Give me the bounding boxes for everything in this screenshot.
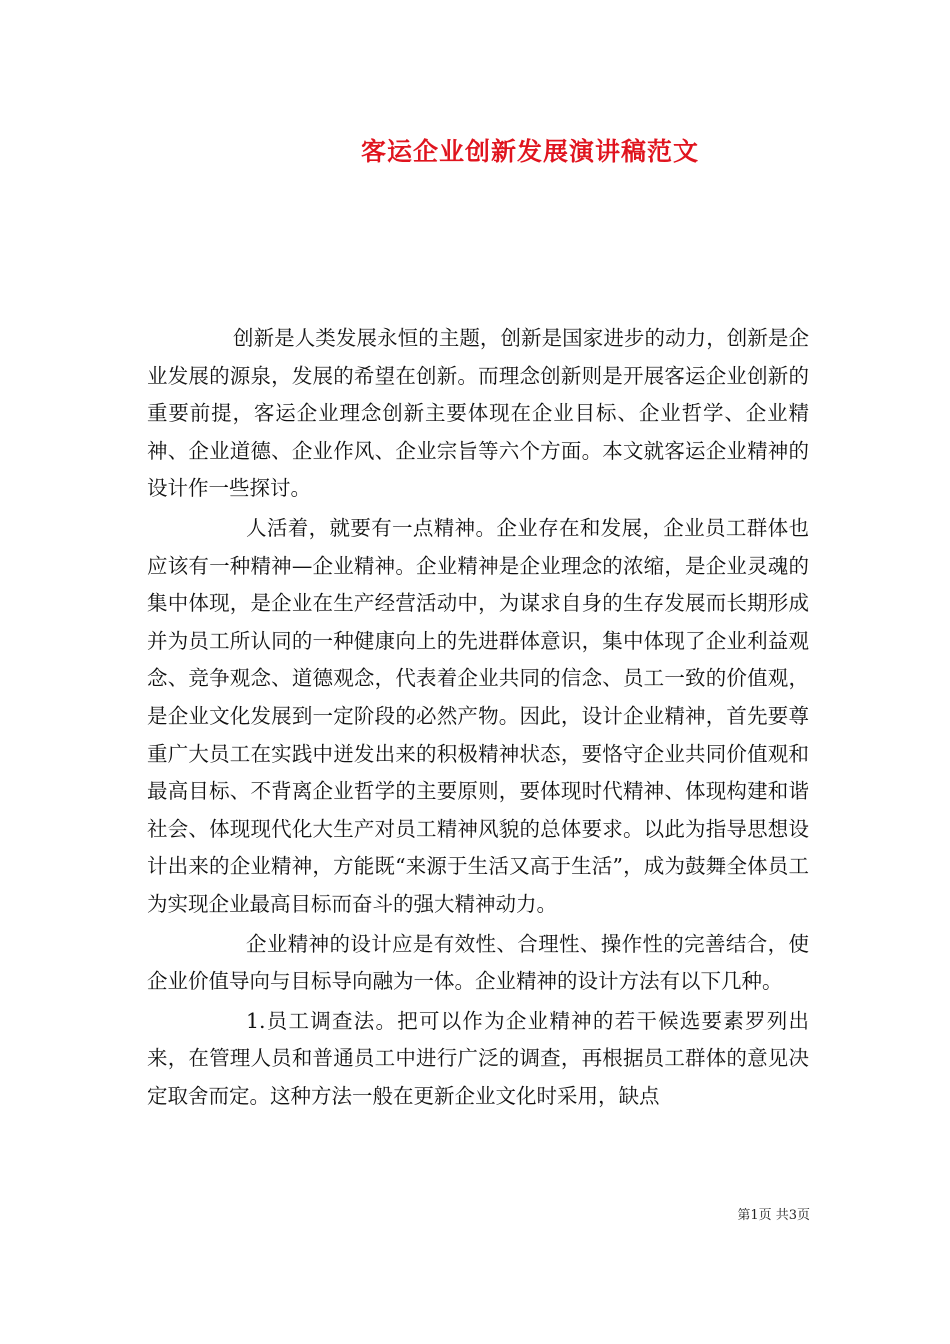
paragraph-1: 创新是人类发展永恒的主题，创新是国家进步的动力，创新是企业发展的源泉，发展的希望在创新。而理念创新则是开展客运企业创新的重要前提，客运企业理念创新主要体现在企业目标、企业哲学、企业精神、企业道德、企业作风、企业宗旨等六个方面。本文就客运企业精神的设计作一些探讨。 bbox=[147, 326, 809, 501]
paragraph-2: 人活着，就要有一点精神。企业存在和发展，企业员工群体也应该有一种精神—企业精神。企业精神是企业理念的浓缩，是企业灵魂的集中体现，是企业在生产经营活动中，为谋求自身的生存发展而长期形成并为员工所认同的一种健康向上的先进群体意识，集中体现了企业利益观念、竞争观念、道德观念，代表着企业共同的信念、员工一致的价值观，是企业文化发展到一定阶段的必然产物。因此，设计企业精神，首先要尊重广大员工在实践中迸发出来的积极精神状态，要恪守企业共同价值观和最高目标、不背离企业哲学的主要原则，要体现时代精神、体现构建和谐社会、体现现代化大生产对员工精神风貌的总体要求。以此为指导思想设计出来的企业精神，方能既“来源于生活又高于生活”，成为鼓舞全体员工为实现企业最高目标而奋斗的强大精神动力。 bbox=[147, 515, 809, 916]
paragraph-4: 1.员工调查法。把可以作为企业精神的若干候选要素罗列出来，在管理人员和普通员工中进行广泛的调查，再根据员工群体的意见决定取舍而定。这种方法一般在更新企业文化时采用，缺点 bbox=[147, 1008, 809, 1108]
document-body bbox=[147, 320, 809, 1117]
paragraph-3: 企业精神的设计应是有效性、合理性、操作性的完善结合，使企业价值导向与目标导向融为一体。企业精神的设计方法有以下几种。 bbox=[147, 931, 809, 994]
page-number-footer: 第1页 共3页 bbox=[737, 1208, 810, 1223]
document-title: 客运企业创新发展演讲稿范文 bbox=[360, 137, 699, 166]
